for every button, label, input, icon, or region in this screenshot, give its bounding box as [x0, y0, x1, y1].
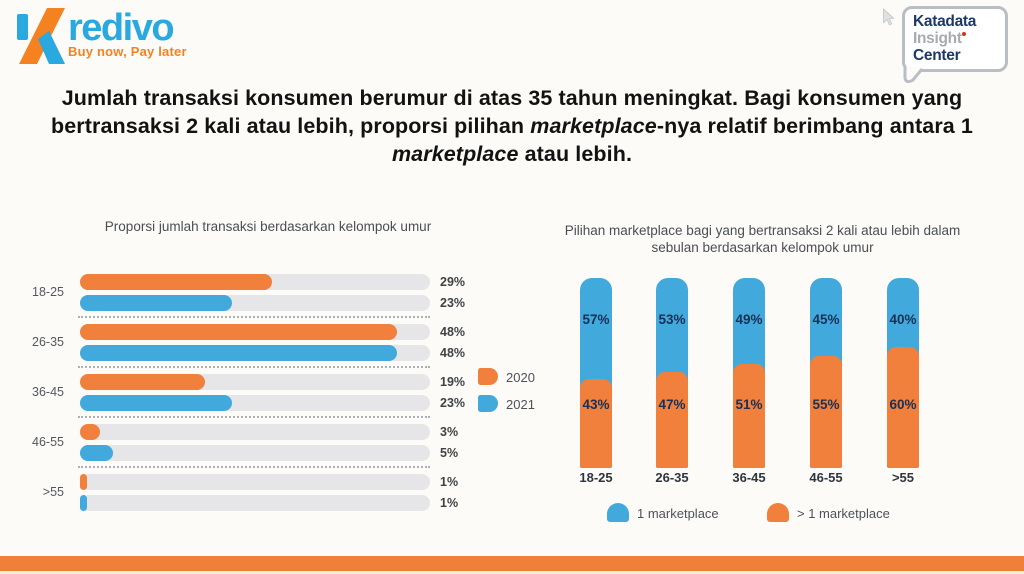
separator-line: [78, 316, 430, 318]
bar-track: [80, 445, 430, 461]
headline-italic: marketplace: [530, 114, 657, 138]
legend-label-1 marketplace: 1 marketplace: [637, 506, 719, 521]
bar-2020->55: [80, 474, 87, 490]
katadata-line2: Insight: [913, 30, 962, 47]
age-label-36-45: 36-45: [32, 385, 64, 399]
age-label-18-25: 18-25: [32, 285, 64, 299]
right-chart-title: Pilihan marketplace bagi yang bertransaksi 2 kali atau lebih dalam sebulan berdasarkan kelompok umur: [564, 223, 961, 255]
katadata-logo: [902, 6, 1008, 72]
katadata-line3: Center: [913, 47, 961, 64]
bar-value-2020-18-25: 29%: [440, 275, 466, 289]
separator-line: [78, 366, 430, 368]
headline-part: atau lebih.: [518, 142, 633, 166]
left-chart-plot-area: [20, 218, 535, 528]
bar-value-2021-26-35: 48%: [440, 346, 466, 360]
headline-italic: marketplace: [391, 142, 519, 166]
segment-value-more-36-45: 51%: [735, 397, 763, 412]
legend-label-> 1 marketplace: > 1 marketplace: [797, 506, 890, 521]
bar-2021-46-55: [80, 445, 113, 461]
age-label->55: >55: [891, 470, 915, 485]
stacked-bar->55: [887, 278, 919, 468]
footer-band-orange: [0, 556, 1024, 571]
kredivo-wordmark: redivo: [68, 7, 174, 49]
stacked-bar-18-25: [580, 278, 612, 468]
bar-2021-26-35: [80, 345, 397, 361]
speech-bubble-tail-icon: [902, 66, 928, 86]
legend-label-2020: 2020: [506, 370, 535, 385]
segment-value-more-46-55: 55%: [812, 397, 840, 412]
headline-part: Jumlah transaksi konsumen berumur di atas 35 tahun meningkat. Bagi konsumen yang bertransaksi 2 kali atau lebih, proporsi pilihan: [51, 86, 963, 138]
bar-value-2021->55: 1%: [440, 496, 459, 510]
bar-2020-46-55: [80, 424, 100, 440]
legend-swatch-> 1 marketplace: [767, 503, 789, 522]
legend-swatch-2021: [478, 395, 498, 412]
age-label-36-45: 36-45: [732, 470, 766, 485]
stacked-segment-more-36-45: [733, 364, 765, 468]
age-label-26-35: 26-35: [32, 335, 64, 349]
bar-value-2021-36-45: 23%: [440, 396, 466, 410]
segment-value-more-18-25: 43%: [582, 397, 610, 412]
headline-part: -nya relatif berimbang antara 1: [656, 114, 973, 138]
age-label-46-55: 46-55: [32, 435, 64, 449]
bar-2021->55: [80, 495, 87, 511]
bar-2020-18-25: [80, 274, 272, 290]
legend-swatch-2020: [478, 368, 498, 385]
stacked-bar-26-35: [656, 278, 688, 468]
age-label-18-25: 18-25: [579, 470, 613, 485]
mouse-cursor-icon: [881, 8, 895, 26]
segment-value-1mp-18-25: 57%: [582, 312, 610, 327]
right-chart-plot-area: [540, 222, 1010, 552]
separator-line: [78, 416, 430, 418]
age-label->55: >55: [42, 485, 64, 499]
segment-value-1mp-36-45: 49%: [735, 312, 763, 327]
chart-transactions-by-age: [20, 218, 535, 528]
katadata-line1: Katadata: [913, 13, 977, 30]
kredivo-logo: [14, 4, 187, 64]
bar-value-2020-26-35: 48%: [440, 325, 466, 339]
bar-2021-18-25: [80, 295, 232, 311]
segment-value-1mp-46-55: 45%: [812, 312, 840, 327]
bar-track: [80, 495, 430, 511]
segment-value-1mp->55: 40%: [889, 312, 917, 327]
stacked-segment-more-26-35: [656, 372, 688, 468]
segment-value-1mp-26-35: 53%: [658, 312, 686, 327]
separator-line: [78, 466, 430, 468]
chart-marketplace-choice: [540, 222, 1010, 552]
segment-value-more->55: 60%: [889, 397, 917, 412]
kredivo-k-icon: [14, 4, 72, 64]
age-label-46-55: 46-55: [809, 470, 843, 485]
bar-value-2021-46-55: 5%: [440, 446, 459, 460]
headline: [48, 84, 976, 168]
bar-2020-26-35: [80, 324, 397, 340]
bar-track: [80, 474, 430, 490]
segment-value-more-26-35: 47%: [658, 397, 686, 412]
legend-swatch-1 marketplace: [607, 503, 629, 522]
bar-track: [80, 424, 430, 440]
bar-value-2020->55: 1%: [440, 475, 459, 489]
stacked-bar-46-55: [810, 278, 842, 468]
kredivo-tagline: Buy now, Pay later: [68, 44, 187, 59]
bar-value-2020-46-55: 3%: [440, 425, 459, 439]
stacked-bar-36-45: [733, 278, 765, 468]
age-label-26-35: 26-35: [655, 470, 689, 485]
left-chart-title: Proporsi jumlah transaksi berdasarkan kelompok umur: [104, 219, 432, 234]
legend-label-2021: 2021: [506, 397, 535, 412]
katadata-red-dot: [962, 32, 966, 36]
bar-value-2020-36-45: 19%: [440, 375, 466, 389]
bar-2021-36-45: [80, 395, 232, 411]
bar-value-2021-18-25: 23%: [440, 296, 466, 310]
stacked-segment-more-18-25: [580, 379, 612, 468]
bar-2020-36-45: [80, 374, 205, 390]
